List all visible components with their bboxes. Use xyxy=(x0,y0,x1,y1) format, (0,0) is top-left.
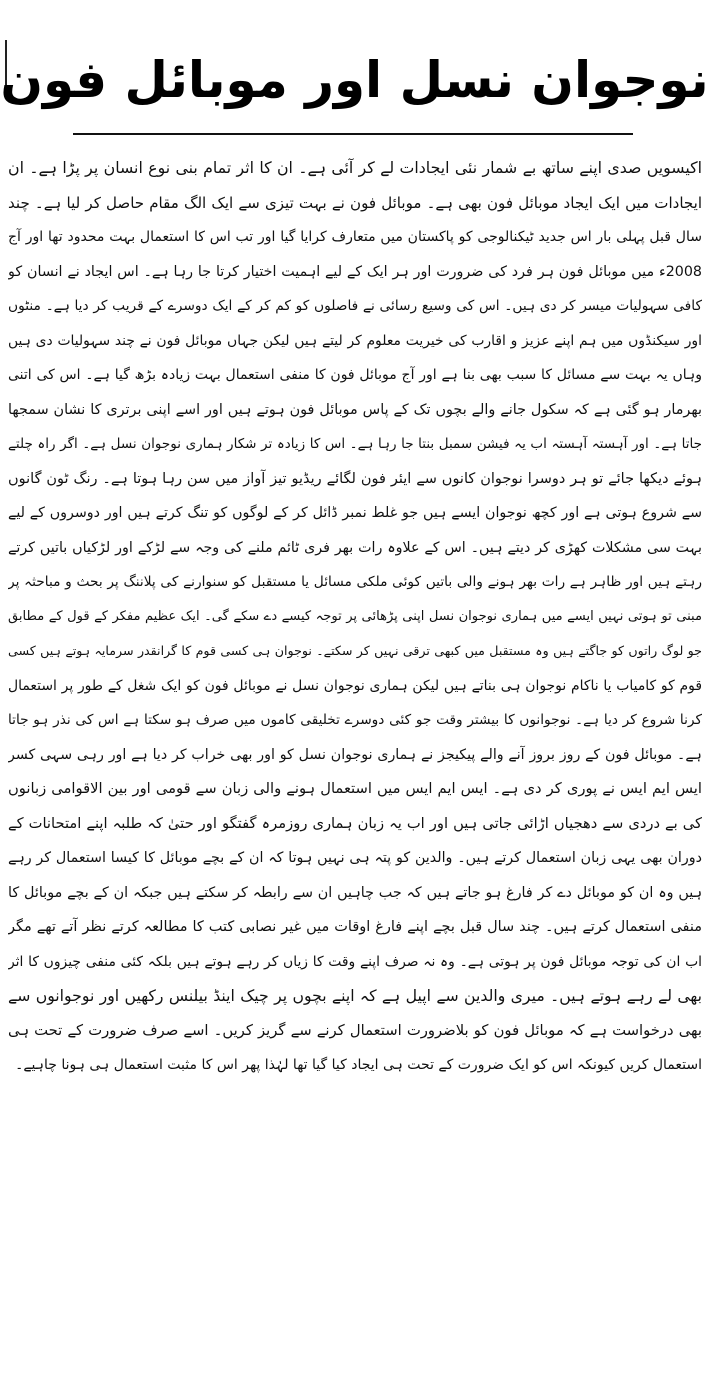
article-line: مبنی تو ہوتی نہیں ایسے میں ہماری نوجوان نسل اپنی پڑھائی پر توجہ کیسے دے سکے گی۔ ایک عظیم مفکر کے قول کے مطابق xyxy=(8,608,702,624)
article-line: وہاں یہ بہت سے مسائل کا سبب بھی بنا ہے اور آج موبائل فون کا منفی استعمال بہت زیادہ بڑھ گیا ہے۔ اس کی اتنی xyxy=(8,367,702,383)
article-line: ایجادات میں ایک ایجاد موبائل فون بھی ہے۔ موبائل فون نے بہت تیزی سے ایک الگ مقام حاصل کر لیا ہے۔ چند xyxy=(8,193,702,212)
article-line: سے شروع ہوتی ہے اور کچھ نوجوان ایسے ہیں جو غلط نمبر ڈائل کر کے لوگوں کو تنگ کرتے ہیں اور دوسروں کے لیے xyxy=(8,505,702,521)
article-title: نوجوان نسل اور موبائل فون xyxy=(0,51,709,109)
article-line: کرنا شروع کر دیا ہے۔ نوجوانوں کا بیشتر وقت جو کئی دوسرے تخلیقی کاموں میں صرف ہو سکتا ہے اس کی نذر ہو جاتا xyxy=(8,712,702,728)
article-line: کافی سہولیات میسر کر دی ہیں۔ اس کی وسیع رسائی نے فاصلوں کو کم کر کے ایک دوسرے کے قریب کر دیا ہے۔ منٹوں xyxy=(8,298,702,314)
article-line: ہے۔ موبائل فون کے روز بروز آنے والے پیکیجز نے ہماری نوجوان نسل کو اور بھی خراب کر دیا ہے اور رہی سہی کسر xyxy=(8,746,702,763)
article-line: منفی استعمال کرتے ہیں۔ چند سال قبل بچے اپنے فارغ اوقات میں غیر نصابی کتب کا مطالعہ کرتے نظر آتے تھے مگر xyxy=(8,919,702,935)
article-line: بھرمار ہو گئی ہے کہ سکول جانے والے بچوں تک کے پاس موبائل فون ہوتے ہیں اور اسے اپنی برتری کا نشان سمجھا xyxy=(8,401,702,418)
article-line: جو لوگ راتوں کو جاگتے ہیں وہ مستقبل میں کبھی ترقی نہیں کر سکتے۔ نوجوان ہی کسی قوم کا گرانقدر سرمایہ ہوتے ہیں کسی xyxy=(8,643,702,658)
article-line: اکیسویں صدی اپنے ساتھ بے شمار نئی ایجادات لے کر آئی ہے۔ ان کا اثر تمام بنی نوع انسان پر پڑا ہے۔ ان xyxy=(8,158,702,177)
article-line: قوم کو کامیاب یا ناکام نوجوان ہی بناتے ہیں لیکن ہماری نوجوان نسل نے موبائل فون کو ایک شغل کے طور پر استعمال xyxy=(8,677,702,694)
article-line: 2008ء میں موبائل فون ہر فرد کی ضرورت اور ہر ایک کے لیے اہمیت اختیار کرتا جا رہا ہے۔ اس ایجاد نے انسان کو xyxy=(8,263,702,280)
article-body xyxy=(8,151,702,1083)
article-line: بھی درخواست ہے کہ موبائل فون کو بلاضرورت استعمال کرنے سے گریز کریں۔ اسے صرف ضرورت کے تحت ہی xyxy=(8,1021,702,1039)
article-line: جاتا ہے۔ اور آہستہ آہستہ اب یہ فیشن سمبل بنتا جا رہا ہے۔ اس کا زیادہ تر شکار ہماری نوجوان نسل ہے۔ اگر راہ چلتے xyxy=(8,436,702,452)
article-line: کی بے دردی سے دھجیاں اڑائی جاتی ہیں اور اب یہ زبان ہماری روزمرہ گفتگو اور حتیٰ کہ طلبہ اپنے امتحانات کے xyxy=(8,814,702,832)
article-line: دوران بھی یہی زبان استعمال کرتے ہیں۔ والدین کو پتہ ہی نہیں ہوتا کہ ان کے بچے موبائل کا کیسا استعمال کر رہے xyxy=(8,850,702,866)
title-divider xyxy=(73,133,633,135)
article-line: ہیں وہ ان کو موبائل دے کر فارغ ہو جاتے ہیں کہ جب چاہیں ان سے رابطہ کر سکتے ہیں جبکہ ان کے بچے موبائل کا xyxy=(8,884,702,901)
article-line: اور سیکنڈوں میں ہم اپنے عزیز و اقارب کی خیریت معلوم کر لیتے ہیں لیکن جہاں موبائل فون نے چند سہولیات دی ہیں xyxy=(8,332,702,349)
article-line: بھی لے رہے ہوتے ہیں۔ میری والدین سے اپیل ہے کہ اپنے بچوں پر چیک اینڈ بیلنس رکھیں اور نوجوانوں سے xyxy=(8,986,702,1005)
article-line: استعمال کریں کیونکہ اس کو ایک ضرورت کے تحت ہی ایجاد کیا گیا تھا لہٰذا پھر اس کا مثبت استعمال ہی ہونا چاہیے۔ xyxy=(15,1057,702,1073)
article-line: ایس ایم ایس نے پوری کر دی ہے۔ ایس ایم ایس میں استعمال ہونے والی زبان سے قومی اور بین الاقوامی زبانوں xyxy=(8,780,702,797)
article-line: سال قبل پہلی بار اس جدید ٹیکنالوجی کو پاکستان میں متعارف کرایا گیا اور تب اس کا استعمال بہت محدود تھا اور آج xyxy=(8,229,702,245)
article-line: ہوئے دیکھا جائے تو ہر دوسرا نوجوان کانوں سے ایئر فون لگائے ریڈیو تیز آواز میں سن رہا ہوتا ہے۔ رنگ ٹون گانوں xyxy=(8,470,702,487)
article-line: بہت سی مشکلات کھڑی کر دیتے ہیں۔ اس کے علاوہ رات بھر فری ٹائم ملنے کی وجہ سے لڑکے اور لڑکیاں باتیں کرتے xyxy=(8,539,702,556)
article-line: رہتے ہیں اور ظاہر ہے رات بھر ہونے والی باتیں کوئی ملکی مسائل یا مستقبل کو سنوارنے کی پلاننگ پر بحث و مباحثہ پر xyxy=(8,574,702,590)
article-line: اب ان کی توجہ موبائل فون پر ہوتی ہے۔ وہ نہ صرف اپنے وقت کا زیاں کر رہے ہوتے ہیں بلکہ کئی منفی چیزوں کا اثر xyxy=(8,953,702,970)
